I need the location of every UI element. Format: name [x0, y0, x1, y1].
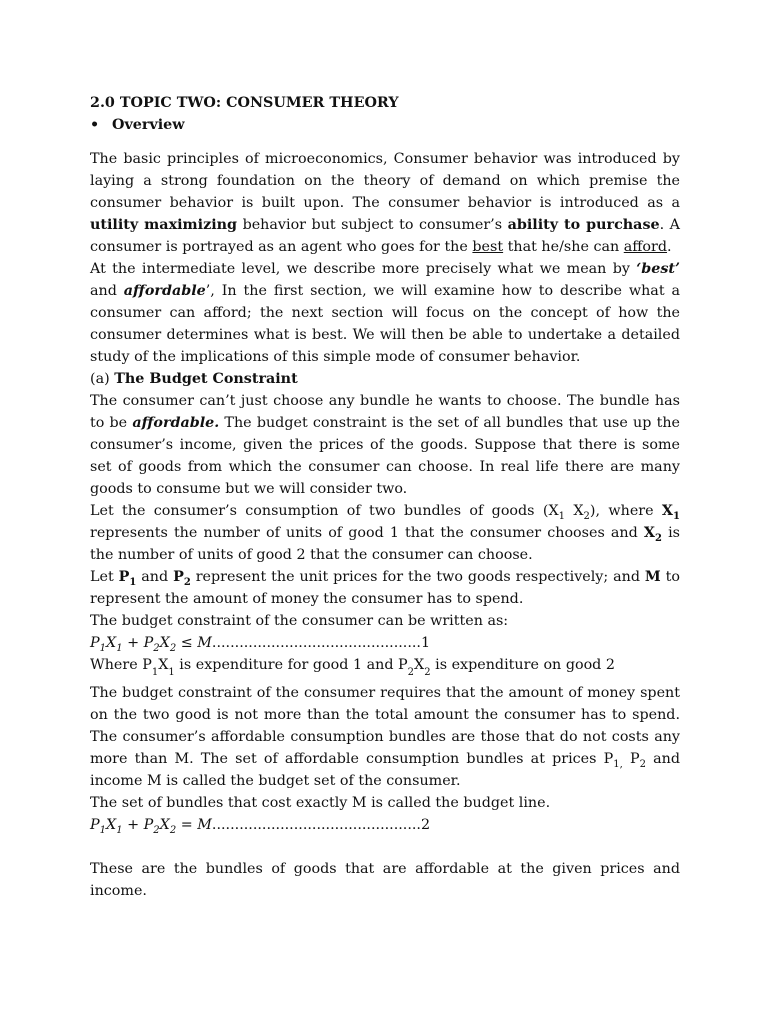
paragraph-intro: The basic principles of microeconomics, Consumer behavior was introduced by laying a strong foundation on the theory of demand on which premise the consumer behavior is built upon. The consumer behavior is introduced as a utility maximizing behavior but subject to consumer’s ability to purchase. A consumer is portrayed as an agent who goes for the best that he/she can afford.	[90, 151, 681, 255]
paragraph-budget-line: The set of bundles that cost exactly M is called the budget line.	[90, 795, 551, 811]
overview-bullet	[90, 114, 680, 136]
overview-label: Overview	[112, 117, 185, 133]
paragraph-conclusion: These are the bundles of goods that are affordable at the given prices and income.	[90, 861, 680, 899]
equation-2: $P_1X_1 + P_2X_2 = M..............................................2$	[90, 817, 431, 836]
section-budget-constraint-heading: (a) The Budget Constraint	[90, 371, 298, 387]
paragraph-expenditure: Where $P_1X_1$ is expenditure for good 1 and $P_2X_2$ is expenditure on good 2	[90, 657, 615, 678]
bullet-dot-icon: •	[90, 117, 100, 133]
paragraph-budget-set: The budget constraint of the consumer requires that the amount of money spent on the two good is not more than the total amount the consumer has to spend. The consumer’s affordable consumption bundles are those that do not costs any more than M. The set of affordable consumption bundles at prices $P_{1,}$ $P_2$ and income M is called the budget set of the consumer.	[90, 685, 680, 789]
blank-line	[90, 836, 680, 858]
equation-1: $P_1X_1 + P_2X_2 \le M..............................................1$	[90, 635, 431, 654]
topic-heading: 2.0 TOPIC TWO: CONSUMER THEORY	[90, 95, 399, 111]
paragraph-prices: Let $P_1$ and $P_2$ represent the unit prices for the two goods respectively; and M to represent the amount of money the consumer has to spend.	[90, 569, 680, 607]
paragraph-intermediate: At the intermediate level, we describe more precisely what we mean by ‘best’ and affordable’, In the first section, we will examine how to describe what a consumer can afford; the next section will focus on the concept of how the consumer determines what is best. We will then be able to undertake a detailed study of the implications of this simple mode of consumer behavior.	[90, 261, 680, 365]
paragraph-constraint-intro: The budget constraint of the consumer can be written as:	[90, 613, 509, 629]
paragraph-bundles: Let the consumer’s consumption of two bundles of goods ($X_1$ $X_2$), where $X_1$ represents the number of units of good 1 that the consumer chooses and $X_2$ is the number of units of good 2 that the consumer can choose.	[90, 503, 680, 563]
paragraph-budget-constraint: The consumer can’t just choose any bundle he wants to choose. The bundle has to be affordable. The budget constraint is the set of all bundles that use up the consumer’s income, given the prices of the goods. Suppose that there is some set of goods from which the consumer can choose. In real life there are many goods to consume but we will consider two.	[90, 393, 680, 497]
